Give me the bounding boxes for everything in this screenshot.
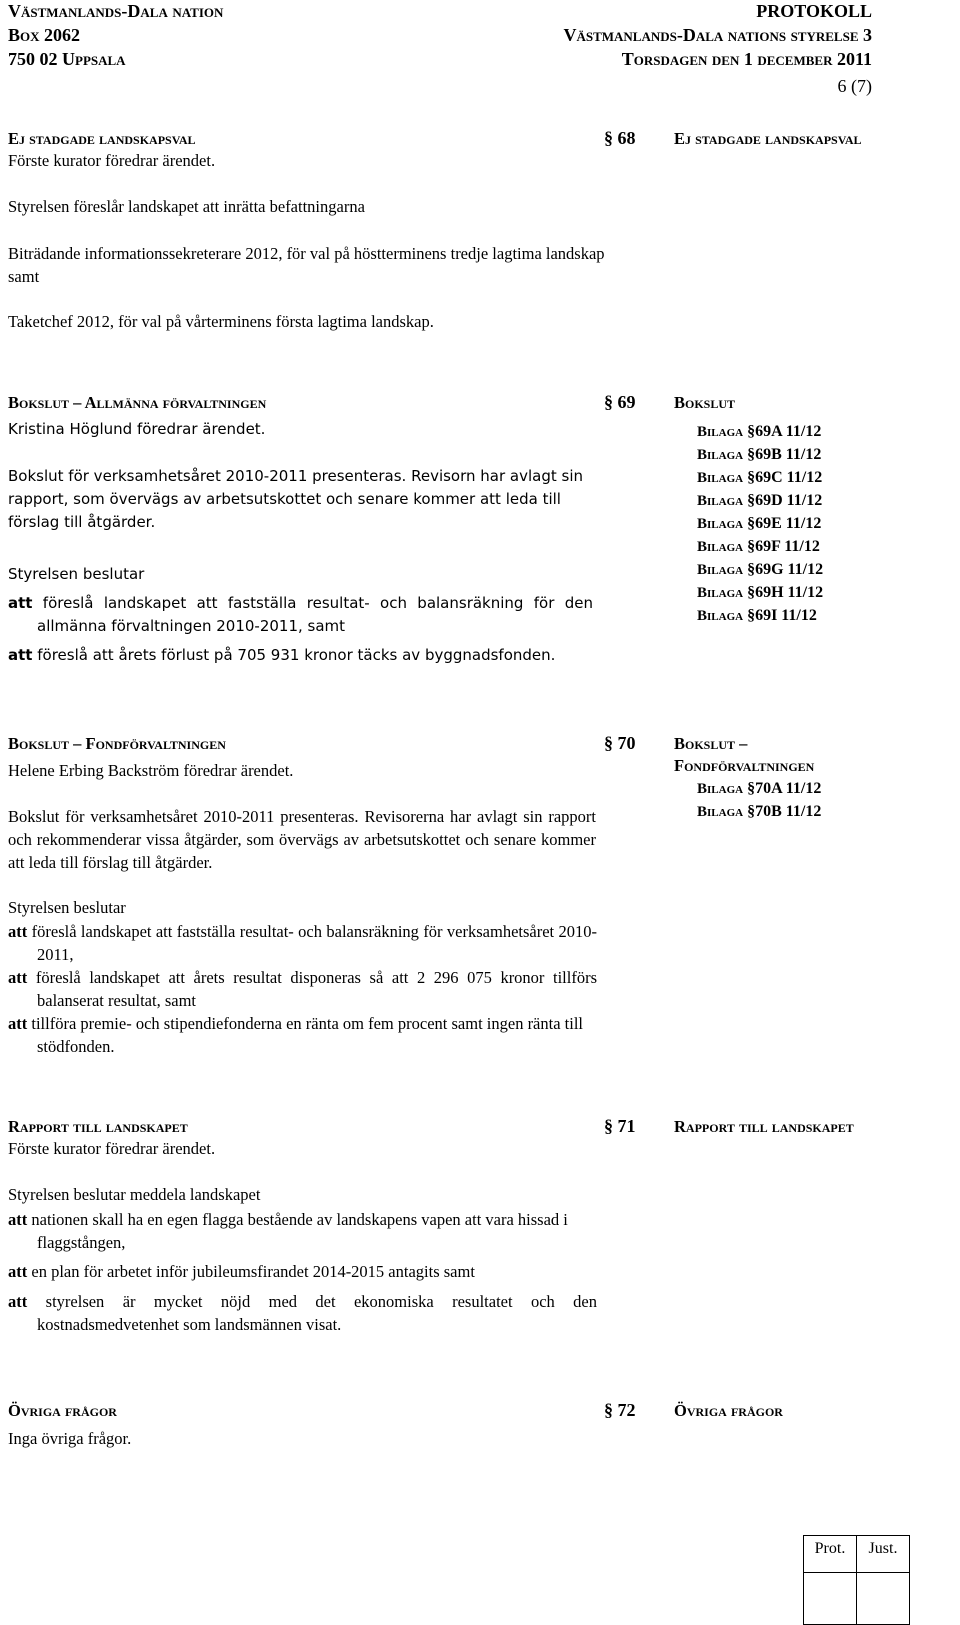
bilaga-ref: §69H 11/12 bbox=[747, 584, 824, 601]
bilaga-entry bbox=[697, 777, 821, 801]
section-side-68: Ej stadgade landskapsval bbox=[674, 129, 862, 148]
section-title-72: Övriga frågor bbox=[8, 1401, 117, 1420]
section-side-71: Rapport till landskapet bbox=[674, 1117, 854, 1136]
section-side-70-line1: Bokslut – bbox=[674, 734, 748, 753]
att-item bbox=[8, 1012, 597, 1058]
decides-69: Styrelsen beslutar bbox=[8, 565, 145, 583]
presenter-68: Förste kurator föredrar ärendet. bbox=[8, 151, 216, 170]
bilaga-ref: §69F 11/12 bbox=[747, 538, 820, 555]
section-num-71: § 71 bbox=[604, 1116, 636, 1136]
bilaga-label: Bilaga bbox=[697, 424, 744, 440]
section-title-71: Rapport till landskapet bbox=[8, 1117, 188, 1136]
att-item bbox=[8, 1260, 614, 1283]
bilaga-ref: §69B 11/12 bbox=[747, 446, 822, 463]
att-label: att bbox=[8, 1292, 28, 1311]
presenter-70: Helene Erbing Backström föredrar ärendet. bbox=[8, 761, 294, 780]
att-text: en plan för arbetet inför jubileumsfirandet 2014-2015 antagits samt bbox=[31, 1262, 475, 1281]
paragraph: Taketchef 2012, för val på vårterminens första lagtima landskap. bbox=[8, 312, 434, 331]
body-72: Inga övriga frågor. bbox=[8, 1429, 132, 1448]
bilaga-label: Bilaga bbox=[697, 493, 744, 509]
prot-signature-cell bbox=[804, 1573, 857, 1625]
paragraph: Bokslut för verksamhetsåret 2010-2011 presenteras. Revisorerna har avlagt sin rapport och rekommenderar vissa åtgärder, som övervägs av arbetsutskottet och senare kommer att leda till förslag till åtgärder. bbox=[8, 807, 596, 872]
bilaga-ref: §70A 11/12 bbox=[747, 780, 822, 797]
section-side-72: Övriga frågor bbox=[674, 1401, 783, 1420]
bilaga-entry bbox=[697, 558, 823, 582]
presenter-69: Kristina Höglund föredrar ärendet. bbox=[8, 420, 266, 438]
bilaga-ref: §70B 11/12 bbox=[747, 803, 822, 820]
bilaga-label: Bilaga bbox=[697, 781, 744, 797]
paragraph: Styrelsen föreslår landskapet att inrätta befattningarna bbox=[8, 197, 365, 216]
signature-box bbox=[803, 1535, 910, 1625]
box-address: Box 2062 bbox=[8, 25, 81, 45]
att-label: att bbox=[8, 594, 33, 612]
section-num-69: § 69 bbox=[604, 392, 636, 412]
org-name: Västmanlands-Dala nation bbox=[8, 1, 224, 21]
att-text: tillföra premie- och stipendiefonderna en ränta om fem procent samt ingen ränta till stödfonden. bbox=[31, 1014, 584, 1056]
bilaga-label: Bilaga bbox=[697, 516, 744, 532]
just-label: Just. bbox=[857, 1536, 910, 1573]
bilaga-entry bbox=[697, 420, 821, 444]
bilaga-label: Bilaga bbox=[697, 804, 744, 820]
just-signature-cell bbox=[857, 1573, 910, 1625]
prot-label: Prot. bbox=[804, 1536, 857, 1573]
bilaga-label: Bilaga bbox=[697, 539, 744, 555]
bilaga-entry bbox=[697, 604, 817, 628]
att-text: föreslå landskapet att fastställa resultat- och balansräkning för den allmänna förvaltningen 2010-2011, samt bbox=[37, 594, 593, 635]
att-item bbox=[8, 1208, 597, 1254]
doc-type: PROTOKOLL bbox=[756, 1, 872, 21]
section-num-72: § 72 bbox=[604, 1400, 636, 1420]
paragraph: Biträdande informationssekreterare 2012, för val på höstterminens tredje lagtima landskap samt bbox=[8, 244, 605, 286]
att-label: att bbox=[8, 968, 28, 987]
att-text: föreslå landskapet att fastställa resultat- och balansräkning för verksamhetsåret 2010-2011, bbox=[31, 922, 598, 964]
att-label: att bbox=[8, 1262, 28, 1281]
att-label: att bbox=[8, 646, 33, 664]
att-text: föreslå att årets förlust på 705 931 kronor täcks av byggnadsfonden. bbox=[37, 646, 556, 664]
section-num-70: § 70 bbox=[604, 733, 636, 753]
bilaga-label: Bilaga bbox=[697, 470, 744, 486]
section-title-68: Ej stadgade landskapsval bbox=[8, 129, 196, 148]
city-address: 750 02 Uppsala bbox=[8, 49, 126, 69]
bilaga-label: Bilaga bbox=[697, 585, 744, 601]
bilaga-entry bbox=[697, 489, 822, 513]
bilaga-ref: §69G 11/12 bbox=[747, 561, 824, 578]
paragraph: Bokslut för verksamhetsåret 2010-2011 presenteras. Revisorn har avlagt sin rapport, som övervägs av arbetsutskottet och senare kommer att leda till förslag till åtgärder. bbox=[8, 467, 584, 531]
section-title-70: Bokslut – Fondförvaltningen bbox=[8, 734, 226, 753]
bilaga-label: Bilaga bbox=[697, 608, 744, 624]
att-item bbox=[8, 966, 597, 1012]
att-text: föreslå landskapet att årets resultat disponeras så att 2 296 075 kronor tillförs balanserat resultat, samt bbox=[35, 968, 598, 1010]
meeting-name: Västmanlands-Dala nations styrelse 3 bbox=[563, 25, 872, 45]
bilaga-entry bbox=[697, 466, 822, 490]
bilaga-ref: §69I 11/12 bbox=[747, 607, 817, 624]
bilaga-ref: §69D 11/12 bbox=[747, 492, 823, 509]
bilaga-entry bbox=[697, 443, 821, 467]
meeting-date: Torsdagen den 1 december 2011 bbox=[621, 49, 872, 69]
att-item bbox=[8, 644, 618, 667]
bilaga-label: Bilaga bbox=[697, 562, 744, 578]
bilaga-entry bbox=[697, 800, 821, 824]
bilaga-entry bbox=[697, 535, 820, 559]
att-item bbox=[8, 1290, 597, 1336]
bilaga-ref: §69A 11/12 bbox=[747, 423, 822, 440]
att-text: nationen skall ha en egen flagga bestående av landskapens vapen att vara hissad i flaggstången, bbox=[31, 1210, 568, 1252]
section-num-68: § 68 bbox=[604, 128, 636, 148]
bilaga-label: Bilaga bbox=[697, 447, 744, 463]
section-side-70-line2: Fondförvaltningen bbox=[674, 756, 815, 775]
bilaga-ref: §69E 11/12 bbox=[747, 515, 822, 532]
bilaga-entry bbox=[697, 581, 823, 605]
att-item bbox=[8, 920, 597, 966]
att-item bbox=[8, 592, 593, 638]
att-label: att bbox=[8, 1210, 28, 1229]
bilaga-entry bbox=[697, 512, 821, 536]
att-label: att bbox=[8, 922, 28, 941]
section-title-69: Bokslut – Allmänna förvaltningen bbox=[8, 393, 267, 412]
page-number: 6 (7) bbox=[837, 76, 872, 96]
bilaga-ref: §69C 11/12 bbox=[747, 469, 823, 486]
decides-70: Styrelsen beslutar bbox=[8, 898, 126, 917]
section-side-69: Bokslut bbox=[674, 393, 736, 412]
att-text: styrelsen är mycket nöjd med det ekonomiska resultatet och den kostnadsmedvetenhet som landsmännen visat. bbox=[37, 1292, 598, 1334]
decides-71: Styrelsen beslutar meddela landskapet bbox=[8, 1185, 261, 1204]
presenter-71: Förste kurator föredrar ärendet. bbox=[8, 1139, 216, 1158]
att-label: att bbox=[8, 1014, 28, 1033]
